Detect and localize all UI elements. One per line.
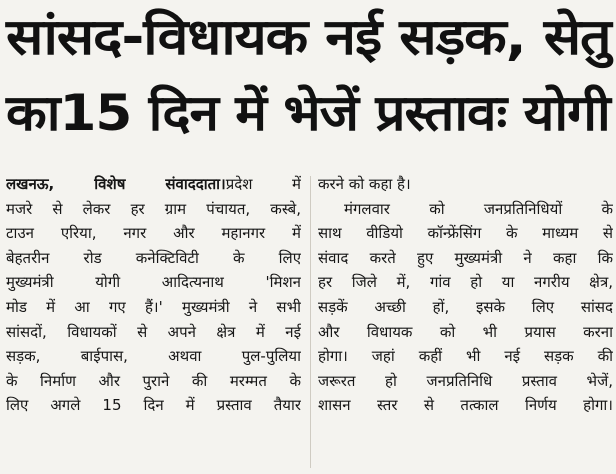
headline bbox=[0, 0, 616, 160]
column-divider bbox=[310, 176, 311, 468]
headline-line-2: का15 दिन में भेजें प्रस्तावः योगी bbox=[6, 84, 610, 142]
body-line: करने को कहा है। bbox=[318, 175, 411, 193]
body-line: सांसदों, विधायकों से अपने क्षेत्र में नई bbox=[6, 322, 301, 341]
body-line: मजरे से लेकर हर ग्राम पंचायत, कस्बे, bbox=[6, 199, 301, 218]
body-line: जरूरत हो जनप्रतिनिधि प्रस्ताव भेजें, bbox=[318, 371, 613, 390]
body-line: हर जिले में, गांव हो या नगरीय क्षेत्र, bbox=[318, 273, 613, 292]
headline-line-1: सांसद-विधायक नई सड़क, सेतु bbox=[6, 8, 611, 66]
body-line bbox=[6, 172, 301, 197]
body-line: साथ वीडियो कॉन्फ्रेंसिंग के माध्यम से bbox=[318, 224, 613, 243]
article-column-right bbox=[318, 172, 613, 418]
body-line: के निर्माण और पुराने की मरम्मत के bbox=[6, 371, 301, 390]
dateline: लखनऊ, विशेष संवाददाता। bbox=[6, 175, 226, 193]
body-line: टाउन एरिया, नगर और महानगर में bbox=[6, 224, 301, 243]
body-line: और विधायक को भी प्रयास करना bbox=[318, 322, 613, 341]
body-line: संवाद करते हुए मुख्यमंत्री ने कहा कि bbox=[318, 248, 613, 267]
body-line-text: प्रदेश में bbox=[225, 175, 301, 193]
body-line: सड़क, बाईपास, अथवा पुल-पुलिया bbox=[6, 347, 301, 366]
body-line: बेहतरीन रोड कनेक्टिविटी के लिए bbox=[6, 248, 301, 267]
body-line: मंगलवार को जनप्रतिनिधियों के bbox=[344, 199, 613, 218]
body-line: लिए अगले 15 दिन में प्रस्ताव तैयार bbox=[6, 396, 301, 415]
body-line: सड़कें अच्छी हों, इसके लिए सांसद bbox=[318, 297, 613, 316]
body-line: शासन स्तर से तत्काल निर्णय होगा। bbox=[318, 396, 613, 415]
article-column-left bbox=[6, 172, 301, 418]
body-line: मोड में आ गए हैं।' मुख्यमंत्री ने सभी bbox=[6, 297, 301, 316]
body-line: मुख्यमंत्री योगी आदित्यनाथ 'मिशन bbox=[6, 273, 301, 292]
body-line: होगा। जहां कहीं भी नई सड़क की bbox=[318, 347, 613, 366]
